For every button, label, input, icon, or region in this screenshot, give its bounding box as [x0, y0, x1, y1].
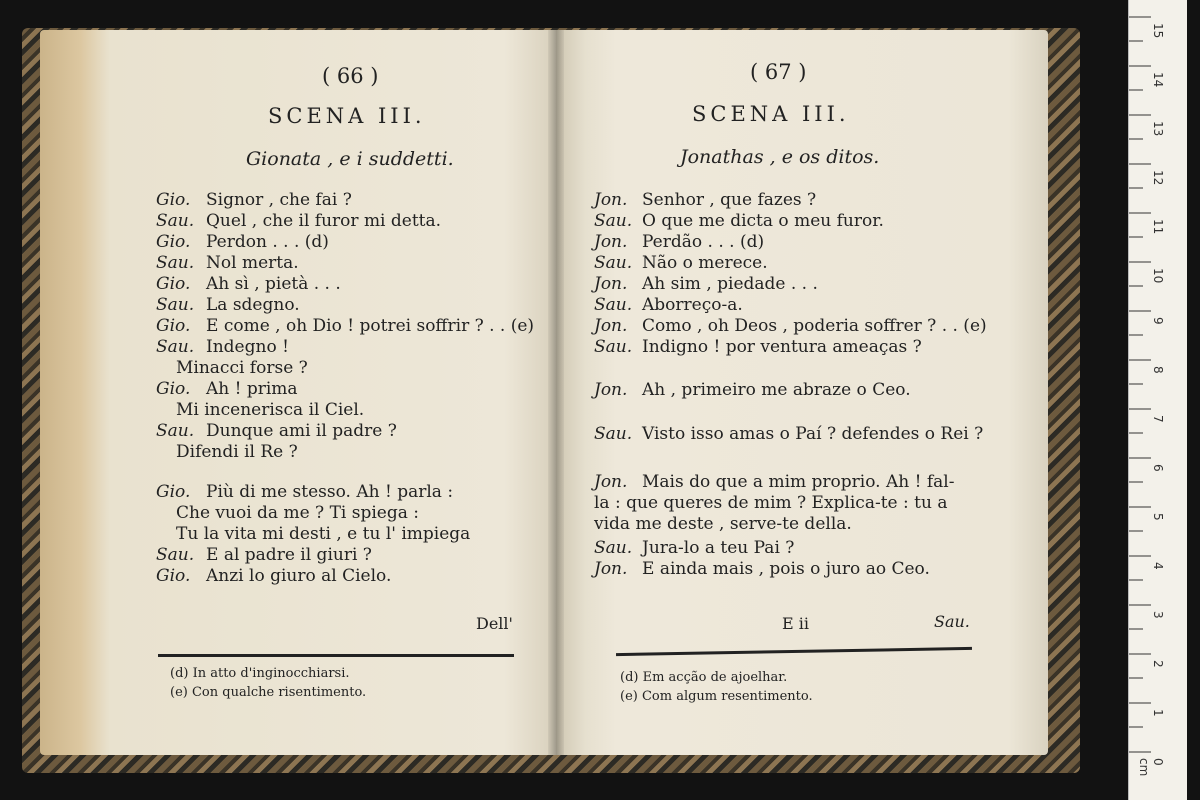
- dialogue-line: Gio. Più di me stesso. Ah ! parla :: [156, 482, 454, 502]
- dialogue-line: Sau. Indegno !: [156, 337, 289, 357]
- dialogue-line: Mi incenerisca il Ciel.: [176, 400, 365, 420]
- dialogue-line: Sau. Nol merta.: [156, 253, 299, 273]
- ruler-label: 9: [1151, 317, 1165, 325]
- footnote: (d) In atto d'inginocchiarsi.: [170, 666, 350, 681]
- dialogue-line: Sau. E al padre il giuri ?: [156, 545, 372, 565]
- dialogue-line: Sau. La sdegno.: [156, 295, 300, 315]
- left-page: [40, 30, 556, 755]
- ruler-label: 15: [1151, 23, 1165, 39]
- dialogue-line: Sau. O que me dicta o meu furor.: [594, 211, 884, 231]
- catchword: Dell': [476, 614, 513, 633]
- ruler-label: 1: [1151, 709, 1165, 717]
- dialogue-line: Gio. Ah sì , pietà . . .: [156, 274, 341, 294]
- ruler-label: 10: [1151, 268, 1165, 284]
- dialogue-line: Tu la vita mi desti , e tu l' impiega: [176, 524, 471, 544]
- dialogue-line: la : que queres de mim ? Explica-te : tu a: [594, 493, 948, 513]
- dialogue-line: Sau. Quel , che il furor mi detta.: [156, 211, 442, 231]
- dialogue-line: vida me deste , serve-te della.: [594, 514, 852, 534]
- footnote-rule: [616, 647, 972, 656]
- footnote-rule: [158, 654, 514, 657]
- characters-heading: Gionata , e i suddetti.: [246, 148, 454, 170]
- footnote: (e) Com algum resentimento.: [620, 689, 813, 704]
- dialogue-line: Jon. E ainda mais , pois o juro ao Ceo.: [594, 559, 930, 579]
- signature-mark: E ii: [782, 614, 809, 633]
- dialogue-line: Gio. Perdon . . . (d): [156, 232, 329, 252]
- ruler-label: 12: [1151, 170, 1165, 186]
- ruler-label: 4: [1151, 562, 1165, 570]
- dialogue-line: Jon. Ah sim , piedade . . .: [594, 274, 818, 294]
- scene-title: SCENA III.: [268, 104, 426, 128]
- ruler-label: 2: [1151, 660, 1165, 668]
- page-number: ( 66 ): [322, 64, 379, 88]
- dialogue-line: Jon. Perdão . . . (d): [594, 232, 765, 252]
- footnote: (e) Con qualche risentimento.: [170, 685, 367, 700]
- ruler-label: 6: [1151, 464, 1165, 472]
- ruler-label: 7: [1151, 415, 1165, 423]
- dialogue-line: Sau. Indigno ! por ventura ameaças ?: [594, 337, 922, 357]
- dialogue-line: Sau. Jura-lo a teu Pai ?: [594, 538, 795, 558]
- dialogue-line: Gio. Anzi lo giuro al Cielo.: [156, 566, 392, 586]
- dialogue-line: Jon. Ah , primeiro me abraze o Ceo.: [594, 380, 911, 400]
- characters-heading: Jonathas , e os ditos.: [680, 146, 880, 168]
- footnote: (d) Em acção de ajoelhar.: [620, 670, 788, 685]
- dialogue-line: Sau. Visto isso amas o Paí ? defendes o Rei ?: [594, 424, 984, 444]
- dialogue-line: Jon. Senhor , que fazes ?: [594, 190, 817, 210]
- dialogue-line: Gio. Signor , che fai ?: [156, 190, 352, 210]
- ruler-label: 5: [1151, 513, 1165, 521]
- dialogue-line: Gio. E come , oh Dio ! potrei soffrir ? . . (e): [156, 316, 535, 336]
- scene-title: SCENA III.: [692, 102, 850, 126]
- dialogue-line: Sau. Dunque ami il padre ?: [156, 421, 397, 441]
- ruler-label: 3: [1151, 611, 1165, 619]
- ruler-label: 13: [1151, 121, 1165, 137]
- dialogue-line: Gio. Ah ! prima: [156, 379, 298, 399]
- ruler-label: 14: [1151, 72, 1165, 88]
- page-number: ( 67 ): [750, 60, 807, 84]
- measurement-ruler: [1128, 0, 1187, 800]
- dialogue-line: Sau. Aborreço-a.: [594, 295, 743, 315]
- dialogue-line: Che vuoi da me ? Ti spiega :: [176, 503, 420, 523]
- ruler-label: 8: [1151, 366, 1165, 374]
- dialogue-line: Difendi il Re ?: [176, 442, 298, 462]
- ruler-ticks: [1129, 0, 1187, 800]
- right-page: [556, 30, 1048, 755]
- dialogue-line: Sau. Não o merece.: [594, 253, 768, 273]
- ruler-label: 11: [1151, 219, 1165, 235]
- dialogue-line: Minacci forse ?: [176, 358, 308, 378]
- ruler-label: 0 cm: [1137, 758, 1165, 777]
- book-gutter: [548, 30, 564, 755]
- dialogue-line: Jon. Mais do que a mim proprio. Ah ! fal-: [594, 472, 955, 492]
- dialogue-line: Jon. Como , oh Deos , poderia soffrer ? . . (e): [594, 316, 987, 336]
- catchword: Sau.: [934, 612, 970, 631]
